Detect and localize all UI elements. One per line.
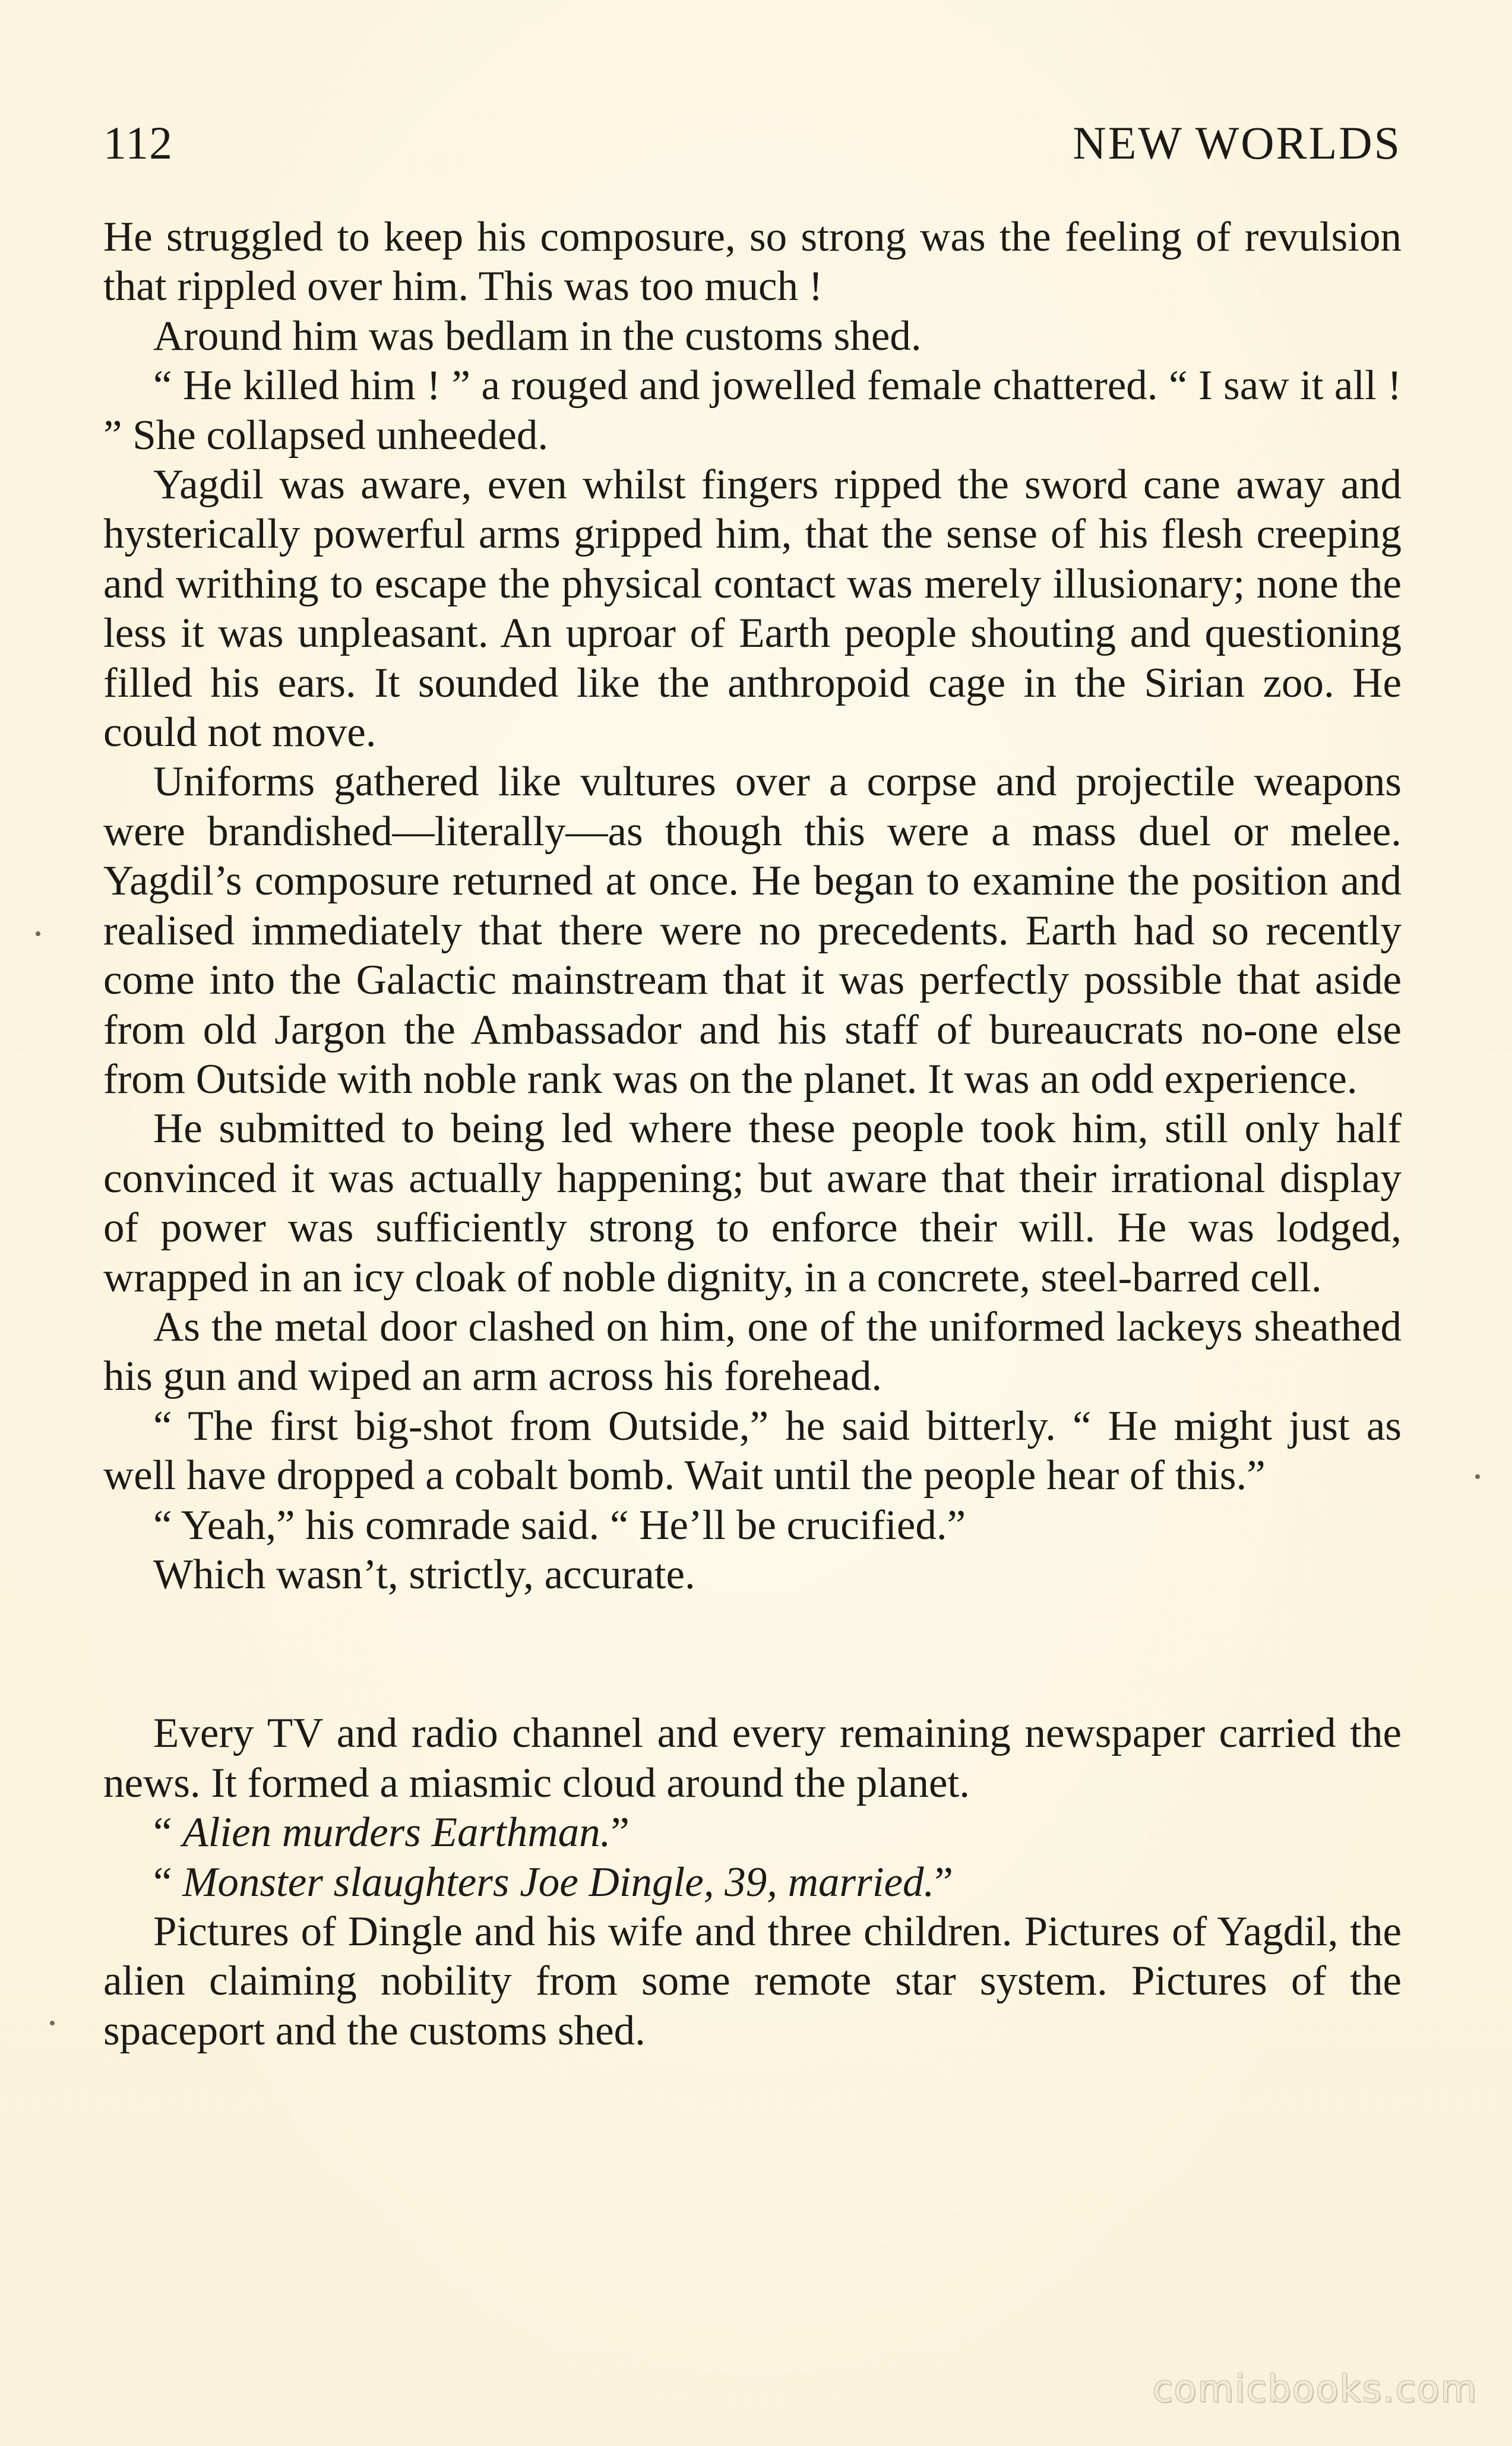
paragraph: Pictures of Dingle and his wife and three children. Pictures of Yagdil, the alien claiming nobility from some remote star system. Pictures of the spaceport and the customs shed. [103, 1908, 1402, 2054]
body-text [103, 213, 1402, 2056]
quote-mark: “ [153, 1809, 183, 1856]
paper-speck [1475, 1474, 1480, 1479]
page-number: 112 [103, 117, 173, 169]
paragraph: Which wasn’t, strictly, accurate. [153, 1551, 695, 1598]
paragraph: He submitted to being led where these people took him, still only half convinced it was actually happening; but aware that their irrational display of power was sufficiently strong to enforce their will. He was lodged, wrapped in an icy cloak of noble dignity, in a concrete, steel-barred cell. [103, 1105, 1402, 1301]
headline-text: Alien murders Earthman. [182, 1809, 611, 1856]
paper-speck [50, 2021, 55, 2025]
quote-mark: ” [934, 1859, 953, 1905]
section-opening-paragraph: Every TV and radio channel and every remaining newspaper carried the news. It formed a miasmic cloud around the planet. [103, 1710, 1402, 1806]
paragraph: As the metal door clashed on him, one of the uniformed lackeys sheathed his gun and wiped an arm across his forehead. [103, 1303, 1402, 1400]
news-headline [103, 1858, 1402, 1907]
paragraph: Yagdil was aware, even whilst fingers ripped the sword cane away and hysterically powerful arms gripped him, that the sense of his flesh creeping and writhing to escape the physical contact was merely illusionary; none the less it was unpleasant. An uproar of Earth people shouting and questioning filled his ears. It sounded like the anthropoid cage in the Sirian zoo. He could not move. [103, 462, 1402, 756]
quote-mark: ” [611, 1809, 630, 1856]
paper-speck [36, 931, 40, 936]
running-title: NEW WORLDS [1073, 117, 1402, 169]
news-headline [103, 1808, 1402, 1857]
headline-text: Monster slaughters Joe Dingle, 39, married. [182, 1859, 935, 1905]
paragraph: Uniforms gathered like vultures over a corpse and projectile weapons were brandished—literally—as though this were a mass duel or melee. Yagdil’s composure returned at once. He began to examine the position and realised immediately that there were no precedents. Earth had so recently come into the Galactic mainstream that it was perfectly possible that aside from old Jargon the Ambassador and his staff of bureaucrats no-one else from Outside with noble rank was on the planet. It was an odd experience. [103, 759, 1402, 1102]
paragraph: “ Yeah,” his comrade said. “ He’ll be crucified.” [153, 1502, 966, 1548]
watermark: comicbooks.com [1152, 2367, 1478, 2410]
paragraph: He struggled to keep his composure, so strong was the feeling of revulsion that rippled over him. This was too much ! [103, 214, 1402, 310]
paragraph: “ He killed him ! ” a rouged and jowelled female chattered. “ I saw it all ! ” She collapsed unheeded. [103, 362, 1402, 459]
quote-mark: “ [153, 1859, 183, 1905]
section-break [103, 1600, 1402, 1709]
running-header [103, 116, 1402, 170]
paragraph: Around him was bedlam in the customs shed. [153, 312, 922, 359]
paragraph: “ The first big-shot from Outside,” he said bitterly. “ He might just as well have dropped a cobalt bomb. Wait until the people hear of this.” [103, 1402, 1402, 1499]
